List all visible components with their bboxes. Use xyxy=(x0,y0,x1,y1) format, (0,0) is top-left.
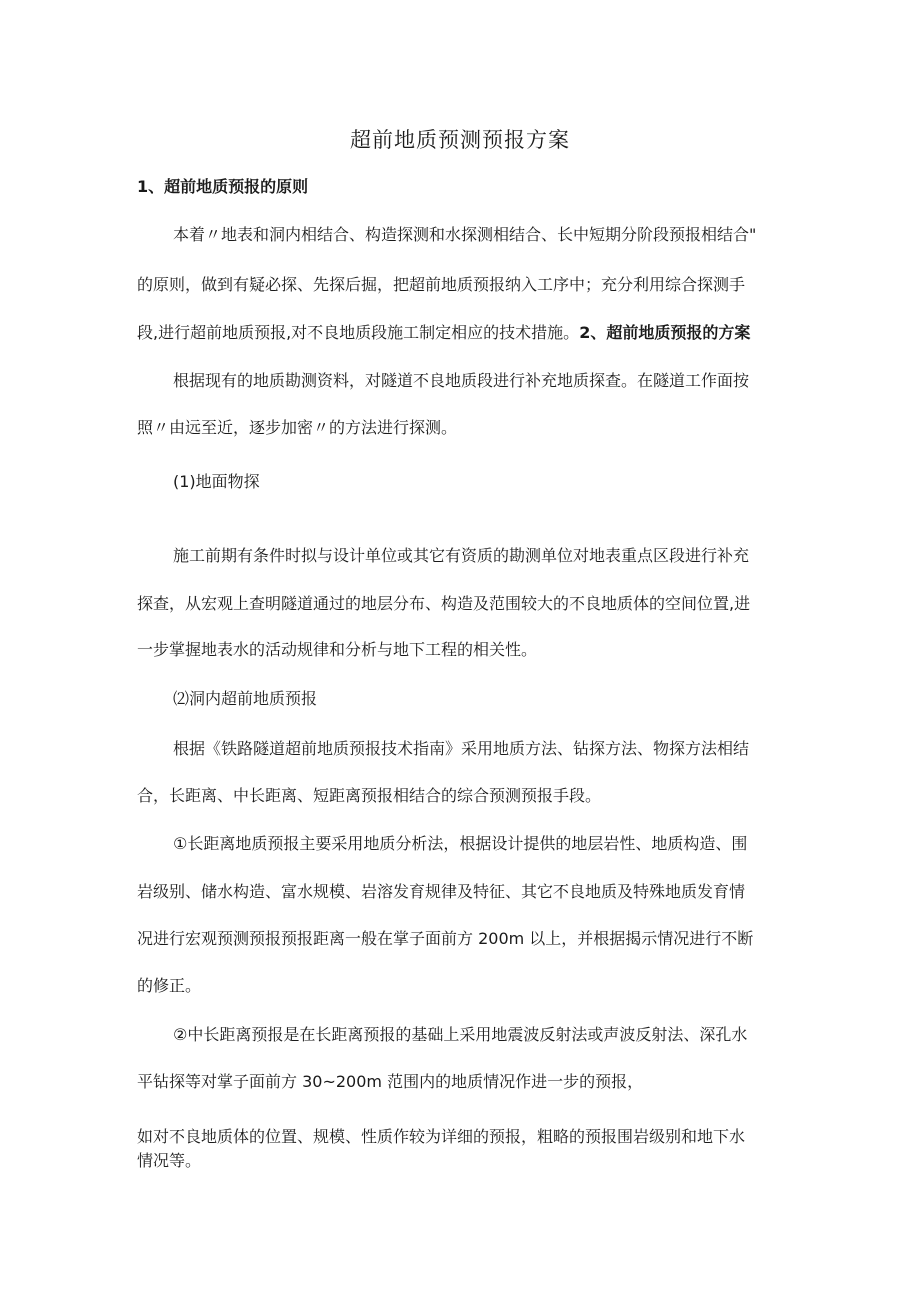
section-2-heading: 2、超前地质预报的方案 xyxy=(579,323,751,342)
subsection-1-line-2: 探查，从宏观上查明隧道通过的地层分布、构造及范围较大的不良地质体的空间位置,进 xyxy=(137,594,751,613)
item-1-line-3: 况进行宏观预测预报预报距离一般在掌子面前方 200m 以上，并根据揭示情况进行不断 xyxy=(137,929,754,948)
section-1-line-1: 本着〃地表和洞内相结合、构造探测和水探测相结合、长中短期分阶段预报相结合" xyxy=(173,225,757,244)
document-title: 超前地质预测预报方案 xyxy=(350,128,570,152)
item-2-line-1: ②中长距离预报是在长距离预报的基础上采用地震波反射法或声波反射法、深孔水 xyxy=(173,1025,748,1044)
item-1-line-2: 岩级别、储水构造、富水规模、岩溶发育规律及特征、其它不良地质及特殊地质发育情 xyxy=(137,882,746,901)
subsection-1-line-3: 一步掌握地表水的活动规律和分析与地下工程的相关性。 xyxy=(137,640,538,659)
item-2-line-2: 平钻探等对掌子面前方 30~200m 范围内的地质情况作进一步的预报， xyxy=(137,1072,644,1091)
item-1-line-4: 的修正。 xyxy=(137,976,202,995)
section-2-line-2: 照〃由远至近，逐步加密〃的方法进行探测。 xyxy=(137,418,458,437)
item-1-line-1: ①长距离地质预报主要采用地质分析法，根据设计提供的地层岩性、地质构造、围 xyxy=(173,834,748,853)
section-1-heading: 1、超前地质预报的原则 xyxy=(137,177,309,196)
section-1-line-3 xyxy=(137,320,789,343)
subsection-1-line-1: 施工前期有条件时拟与设计单位或其它有资质的勘测单位对地表重点区段进行补充 xyxy=(173,546,750,565)
subsection-1-heading: (1)地面物探 xyxy=(173,472,260,491)
section-2-line-1: 根据现有的地质勘测资料，对隧道不良地质段进行补充地质探查。在隧道工作面按 xyxy=(173,371,750,390)
section-1-line-2: 的原则，做到有疑必探、先探后掘，把超前地质预报纳入工序中；充分利用综合探测手 xyxy=(137,275,746,294)
subsection-2-line-2: 合，长距离、中长距离、短距离预报相结合的综合预测预报手段。 xyxy=(137,786,602,805)
item-2-cont-line-2: 情况等。 xyxy=(137,1151,202,1170)
subsection-2-line-1: 根据《铁路隧道超前地质预报技术指南》采用地质方法、钻探方法、物探方法相结 xyxy=(173,739,750,758)
section-1-line-3-text: 段,进行超前地质预报,对不良地质段施工制定相应的技术措施。 xyxy=(137,323,580,342)
subsection-2-heading: ⑵洞内超前地质预报 xyxy=(173,689,318,708)
item-2-cont-line-1: 如对不良地质体的位置、规模、性质作较为详细的预报，粗略的预报围岩级别和地下水 xyxy=(137,1127,746,1146)
